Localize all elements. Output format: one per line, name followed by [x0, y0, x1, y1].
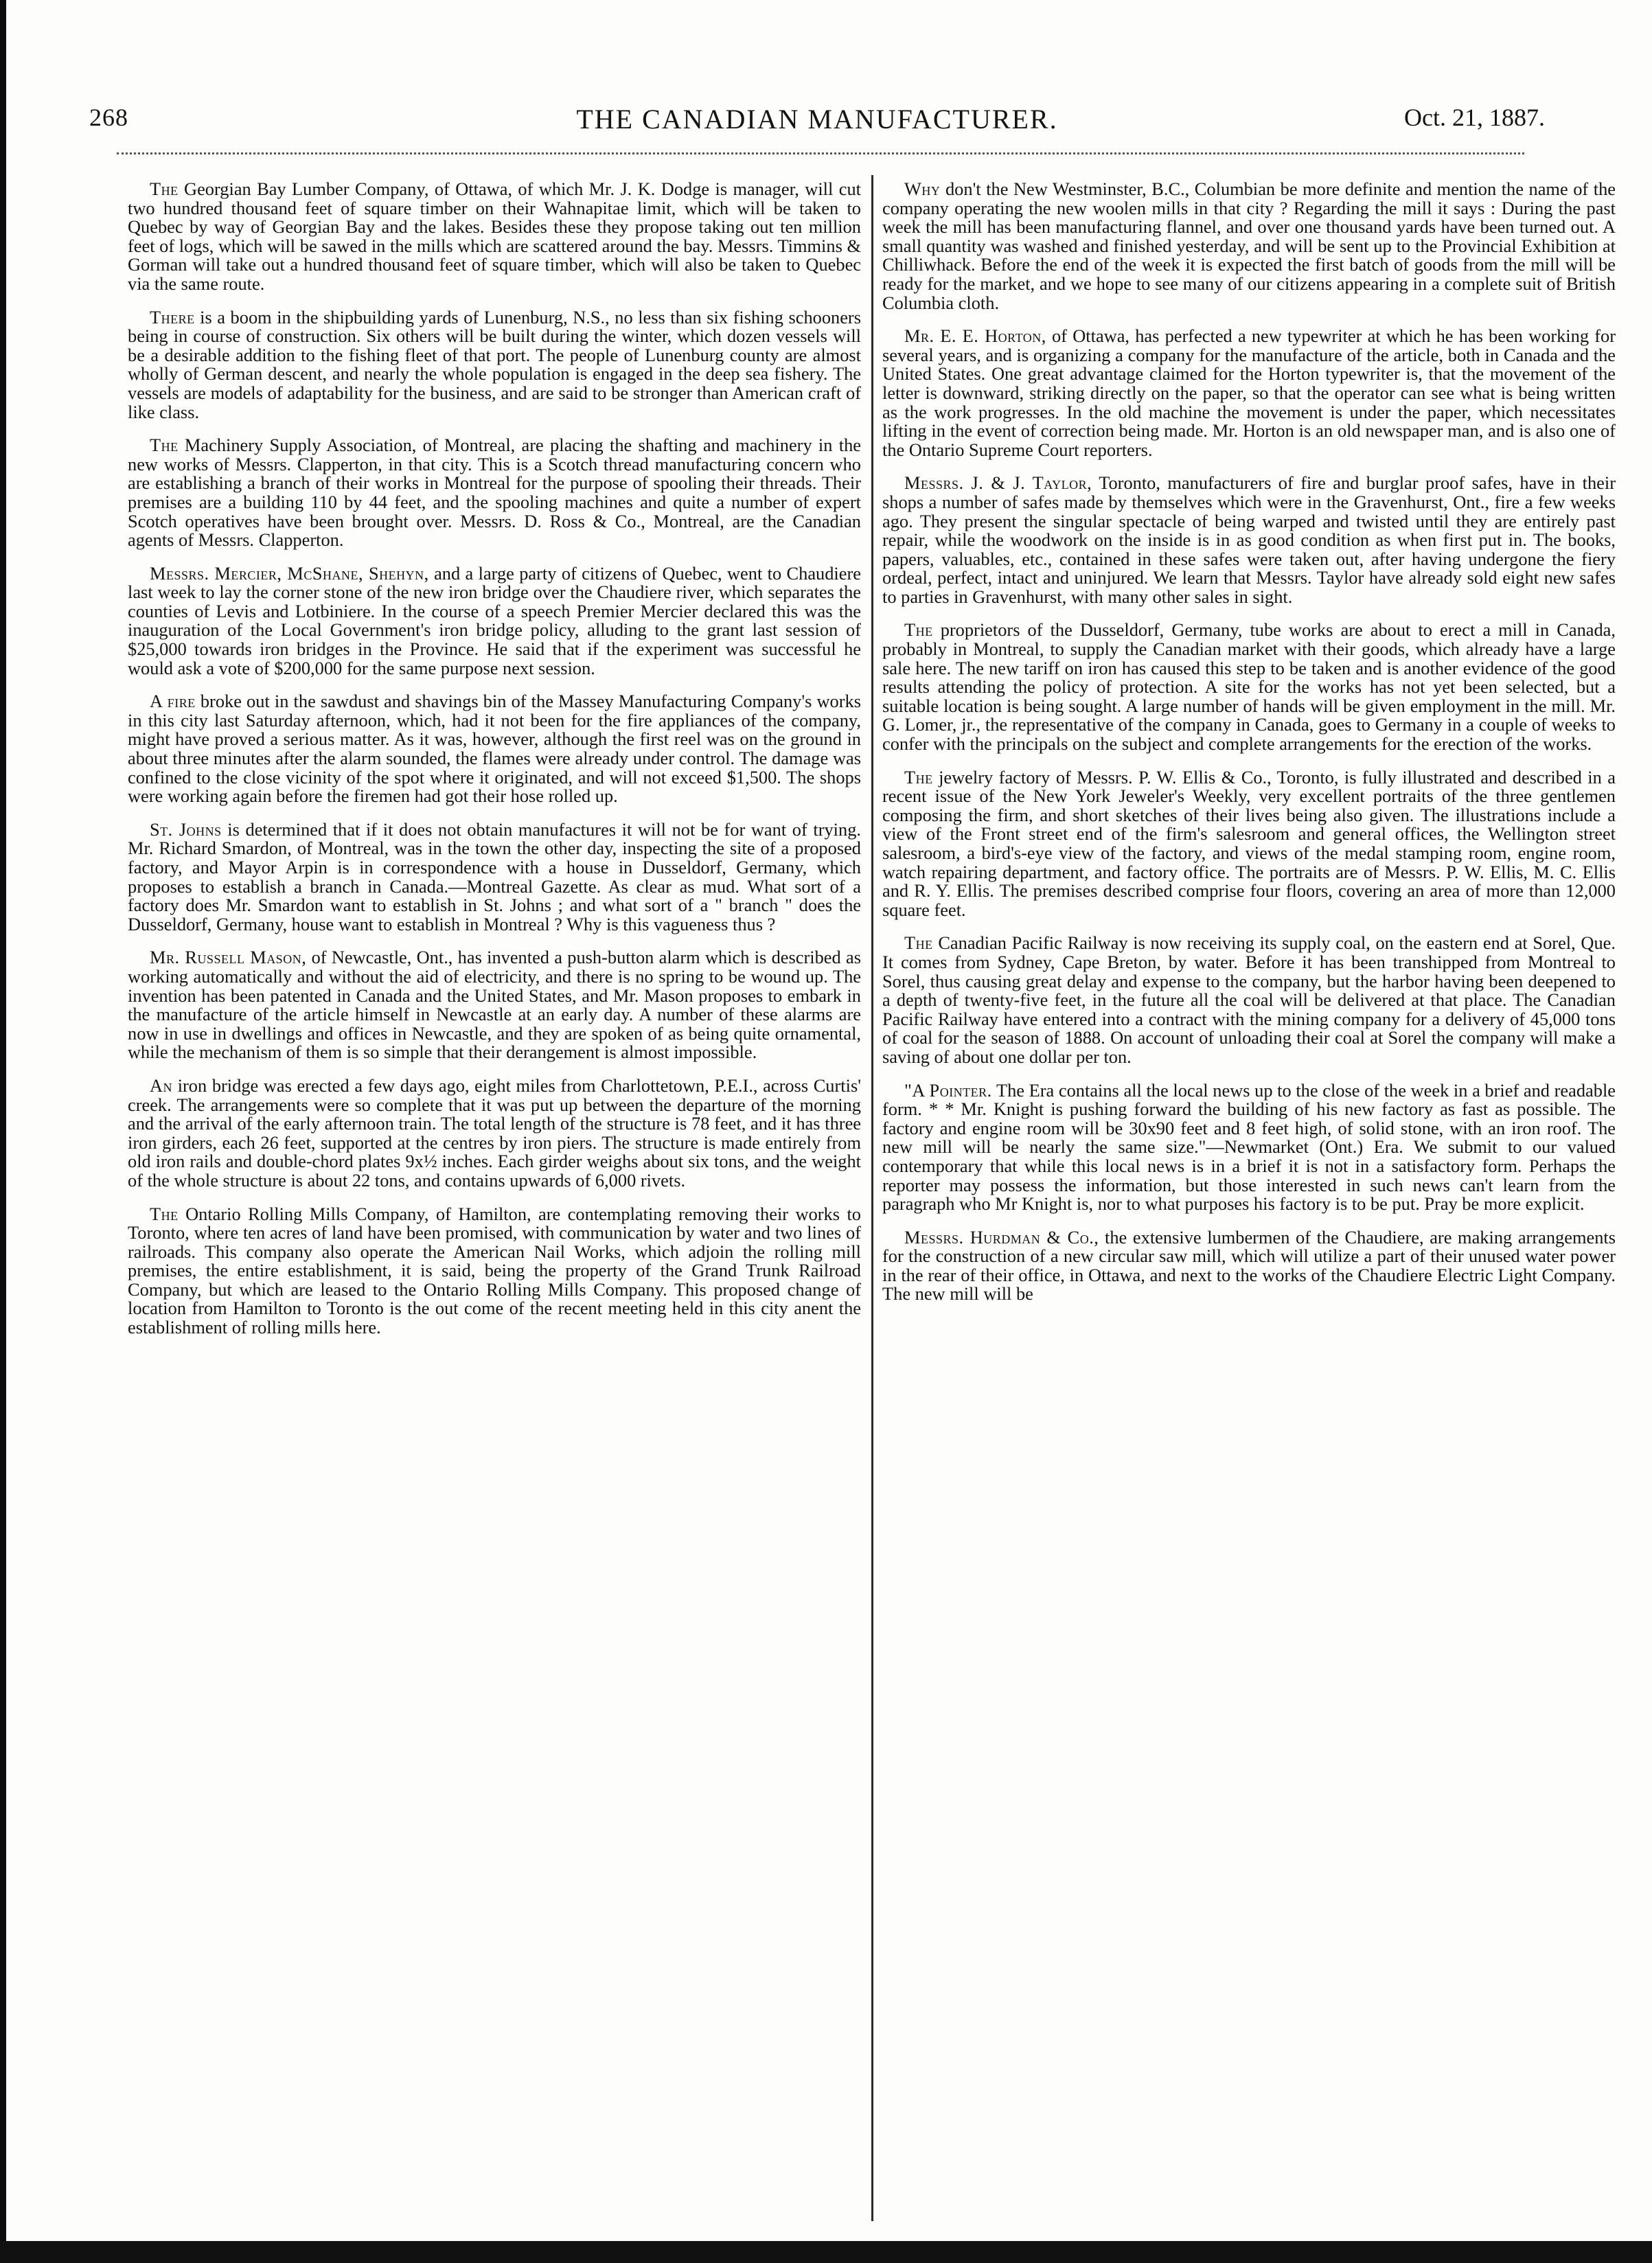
article-taylor-safes — [882, 474, 1616, 606]
article-lead: The — [904, 619, 933, 641]
article-russell-mason — [128, 948, 861, 1062]
article-lead: The — [150, 180, 179, 199]
article-body: Machinery Supply Association, of Montreal, are placing the shafting and machinery in the new works of Messrs. Clapperton, in that city. This is a Scotch thread manufacturing concern who are establishing a branch of their works in Montreal for the purpose of spooling their threads. Their premises are a building 110 by 44 feet, and the spooling machines and quite a number of expert Scotch operatives have been brought over. Messrs. D. Ross & Co., Montreal, are the Canadian agents of Messrs. Clapperton. — [128, 435, 861, 551]
article-lead: The — [150, 1203, 179, 1224]
right-column — [882, 180, 1616, 2233]
article-lead: The — [904, 932, 933, 954]
article-lead: Messrs. Mercier, McShane, Shehyn, — [150, 562, 429, 584]
article-lead: The — [904, 766, 933, 788]
article-body: is a boom in the shipbuilding yards of Lunenburg, N.S., no less than six fishing schooners being in course of construction. Six others will be built during the winter, which dozen vessels will be a desirable addition to the fishing fleet of that port. The people of Lunenburg county are almost wholly of German descent, and nearly the whole population is engaged in the deep sea fishery. The vessels are models of adaptability for the business, and are said to be stronger than American craft of like class. — [128, 306, 861, 422]
issue-date: Oct. 21, 1887. — [1404, 104, 1545, 131]
article-body: the extensive lumbermen of the Chaudiere, are making arrangements for the construction of a new circular saw mill, which will utilize a part of their unused water power in the rear of their office, in Ottawa, and next to the works of the Chaudiere Electric Light Company. The new mill will be — [882, 1226, 1616, 1305]
article-ontario-rolling-mills — [128, 1205, 861, 1337]
scan-left-edge — [0, 0, 6, 2263]
article-massey-fire — [128, 692, 861, 806]
article-new-westminster — [882, 180, 1616, 312]
article-body: iron bridge was erected a few days ago, eight miles from Charlottetown, P.E.I., across Curtis' creek. The arrangements were so complete that it was put up between the departure of the morning and the arrival of the early afternoon train. The total length of the structure is 78 feet, and it has three iron girders, each 26 feet, supported at the centres by iron piers. The structure is made entirely from old iron rails and double-chord plates 9x½ inches. Each girder weighs about six tons, and the weight of the whole structure is about 22 tons, and contains upwards of 6,000 rivets. — [128, 1075, 861, 1191]
article-a-pointer — [882, 1081, 1616, 1214]
article-body: of Ottawa, has perfected a new typewriter at which he has been working for several years, and is organizing a company for the manufacture of the article, both in Canada and the United States. One great advantage claimed for the Horton typewriter is, that the movement of the letter is downward, striking directly on the paper, so that the operator can see what is being written as the work progresses. In the old machine the movement is under the paper, which necessitates lifting in the event of correction being made. Mr. Horton is an old newspaper man, and is also one of the Ontario Supreme Court reporters. — [882, 325, 1616, 460]
article-lead: There — [150, 306, 195, 328]
article-body: jewelry factory of Messrs. P. W. Ellis & Co., Toronto, is fully illustrated and described in a recent issue of the New York Jeweler's Weekly, very excellent portraits of the three gentlemen composing the firm, and short sketches of their lives being also given. The illustrations include a view of the Front street end of the firm's salesroom and general offices, the Wellington street salesroom, a bird's-eye view of the factory, and views of the medal stamping room, engine room, watch repairing department, and factory office. The portraits are of Messrs. P. W. Ellis, M. C. Ellis and R. Y. Ellis. The premises described comprise four floors, covering an area of more than 12,000 square feet. — [882, 766, 1616, 920]
header-rule — [117, 152, 1524, 154]
article-georgian-bay-lumber — [128, 180, 861, 294]
article-hurdman-saw-mill — [882, 1228, 1616, 1304]
article-body: Georgian Bay Lumber Company, of Ottawa, of which Mr. J. K. Dodge is manager, will cut two hundred thousand feet of square timber on their Wahnapitae limit, which will be taken to Quebec by way of Georgian Bay and the lakes. Besides these they propose taking out ten million feet of logs, which will be sawed in the mills which are scattered around the bay. Messrs. Timmins & Gorman will take out a hundred thousand feet of square timber, which will also be taken to Quebec via the same route. — [128, 180, 861, 294]
article-pei-iron-bridge — [128, 1077, 861, 1191]
article-horton-typewriter — [882, 327, 1616, 459]
article-body: The Era contains all the local news up to the close of the week in a brief and readable form. * * Mr. Knight is pushing forward the building of his new factory as fast as possible. The factory and engine room will be 30x90 feet and 8 feet high, of solid stone, with an iron roof. The new mill will be nearly the same size."—Newmarket (Ont.) Era. We submit to our valued contemporary that while this local news is in a brief it is not in a satisfactory form. Perhaps the reporter may possess the information, but those interested in such news can't learn from the paragraph who Mr Knight is, nor to what purposes his factory is to be put. Pray be more explicit. — [882, 1079, 1616, 1215]
article-lead: Mr. Russell Mason, — [150, 947, 307, 968]
left-column — [128, 180, 861, 2233]
article-lead: St. Johns — [150, 818, 222, 840]
article-chaudiere-bridge — [128, 564, 861, 678]
article-body: Toronto, manufacturers of fire and burglar proof safes, have in their shops a number of safes made by themselves which were in the Gravenhurst, Ont., fire a few weeks ago. They present the singular spectacle of being warped and twisted until they are entirely past repair, while the woodwork on the inside is in as good condition as when first put in. The books, papers, valuables, etc., contained in these safes were taken out, after having undergone the fiery ordeal, perfect, intact and uninjured. We learn that Messrs. Taylor have already sold eight new safes to parties in Gravenhurst, with many other sales in sight. — [882, 472, 1616, 607]
page-header — [89, 103, 1545, 144]
article-body: is determined that if it does not obtain manufactures it will not be for want of trying. Mr. Richard Smardon, of Montreal, was in the town the other day, inspecting the site of a proposed factory, and Mayor Arpin is in correspondence with a house in Dusseldorf, Germany, which proposes to establish a branch in Canada.—Montreal Gazette. As clear as mud. What sort of a factory does Mr. Smardon want to establish in St. Johns ; and what sort of a " branch " does the Dusseldorf, Germany, house want to establish in Montreal ? Why is this vagueness thus ? — [128, 818, 861, 934]
article-machinery-supply — [128, 436, 861, 550]
page-number: 268 — [89, 104, 128, 131]
article-lunenburg-shipbuilding — [128, 308, 861, 422]
article-ellis-jewelry — [882, 768, 1616, 920]
article-lead: A fire — [150, 691, 196, 712]
article-lead: The — [150, 435, 179, 456]
article-body: and a large party of citizens of Quebec, went to Chaudiere last week to lay the corner stone of the new iron bridge over the Chaudiere river, which separates the counties of Levis and Lotbiniere. In the course of a speech Premier Mercier declared this was the inauguration of the Local Government's iron bridge policy, alluding to the grant last session of $25,000 towards iron bridges in the Province. He said that if the experiment was successful he would ask a vote of $200,000 for the same purpose next session. — [128, 562, 861, 678]
article-body: don't the New Westminster, B.C., Columbian be more definite and mention the name of the company operating the new woolen mills in that city ? Regarding the mill it says : During the past week the mill has been manufacturing flannel, and over one thousand yards have been turned out. A small quantity was washed and finished yesterday, and will be sent up to the Provincial Exhibition at Chilliwhack. Before the end of the week it is expected the first batch of goods from the mill will be ready for the market, and we hope to see many of our citizens appearing in a complete suit of British Columbia cloth. — [882, 180, 1616, 313]
article-dusseldorf-tube-works — [882, 621, 1616, 753]
article-lead: "A Pointer. — [904, 1079, 992, 1101]
journal-title: THE CANADIAN MANUFACTURER. — [576, 104, 1058, 135]
article-lead: Mr. E. E. Horton, — [904, 325, 1046, 347]
article-body: Ontario Rolling Mills Company, of Hamilton, are contemplating removing their works to Toronto, where ten acres of land have been promised, with communication by water and two lines of railroads. This company also operate the American Nail Works, which adjoin the rolling mill premises, the entire establishment, it is said, being the property of the Grand Trunk Railroad Company, but which are leased to the Ontario Rolling Mills Company. This proposed change of location from Hamilton to Toronto is the out come of the recent meeting held in this city anent the establishment of rolling mills here. — [128, 1203, 861, 1338]
article-body: proprietors of the Dusseldorf, Germany, tube works are about to erect a mill in Canada, probably in Montreal, to supply the Canadian market with their goods, which already have a large sale here. The new tariff on iron has caused this step to be taken and is another evidence of the good results attending the policy of protection. A site for the works has not yet been selected, but a suitable location is being sought. A large number of hands will be given employment in the mill. Mr. G. Lomer, jr., the representative of the company in Canada, goes to Germany in a couple of weeks to confer with the principals on the subject and complete arrangements for the erection of the works. — [882, 619, 1616, 755]
article-body: Canadian Pacific Railway is now receiving its supply coal, on the eastern end at Sorel, Que. It comes from Sydney, Cape Breton, by water. Before it has been transhipped from Montreal to Sorel, thus causing great delay and expense to the company, but the harbor having been deepened to a depth of twenty-five feet, in the future all the coal will be delivered at that place. The Canadian Pacific Railway have entered into a contract with the mining company for a delivery of 45,000 tons of coal for the season of 1888. On account of unloading their coal at Sorel the company will make a saving of about one dollar per ton. — [882, 932, 1616, 1067]
article-cpr-coal — [882, 934, 1616, 1066]
article-body: broke out in the sawdust and shavings bin of the Massey Manufacturing Company's works in this city last Saturday afternoon, which, had it not been for the fire appliances of the company, might have proved a serious matter. As it was, however, although the first reel was on the ground in about three minutes after the alarm sounded, the flames were already under control. The damage was confined to the close vicinity of the spot where it originated, and will not exceed $1,500. The shops were working again before the firemen had got their hose rolled up. — [128, 691, 861, 807]
column-divider — [871, 175, 873, 2221]
article-lead: An — [150, 1075, 173, 1096]
article-lead: Messrs. J. & J. Taylor, — [904, 472, 1092, 494]
article-lead: Why — [904, 180, 941, 199]
scan-bottom-edge — [0, 2241, 1652, 2263]
article-st-johns — [128, 820, 861, 934]
article-body: of Newcastle, Ont., has invented a push-button alarm which is described as working automatically and without the aid of electricity, and there is no spring to be wound up. The invention has been patented in Canada and the United States, and Mr. Mason proposes to embark in the manufacture of the article himself in Newcastle at an early day. A number of these alarms are now in use in dwellings and offices in Newcastle, and they are spoken of as being quite ornamental, while the mechanism of them is so simple that their derangement is almost impossible. — [128, 947, 861, 1063]
article-lead: Messrs. Hurdman & Co., — [904, 1226, 1099, 1248]
